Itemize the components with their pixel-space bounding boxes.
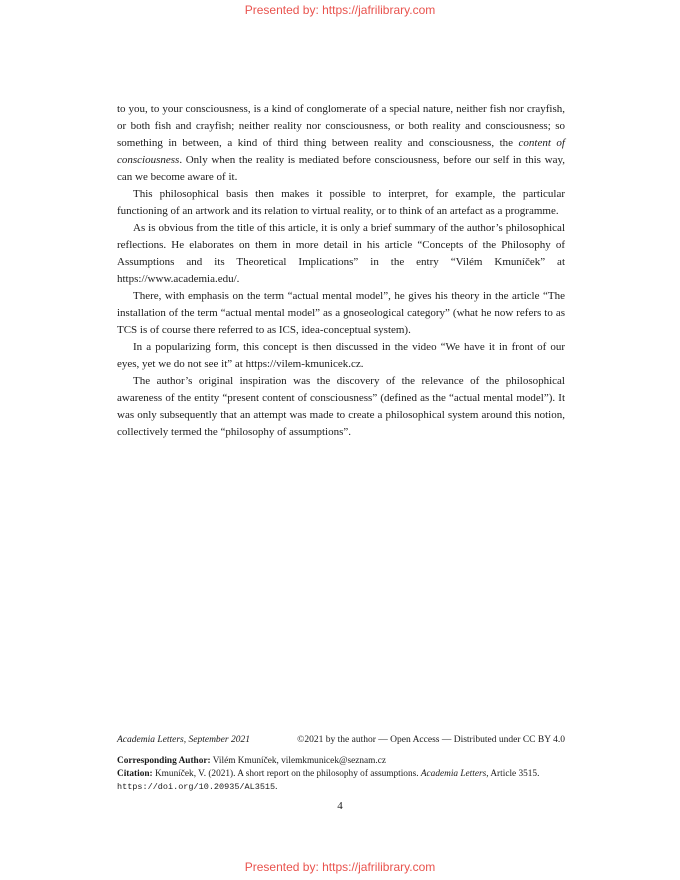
paragraph-6: The author’s original inspiration was the discovery of the relevance of the philosophical awareness of the entity “present content of consciousness” (defined as the “actual mental model”). It was only subsequently that an attempt was made to create a philosophical system around this notion, collectively termed the “philosophy of assumptions”.	[117, 375, 565, 438]
citation-article-number: , Article 3515.	[486, 769, 540, 779]
presented-by-footer: Presented by: https://jafrilibrary.com	[244, 860, 436, 874]
citation-label: Citation:	[117, 769, 153, 779]
article-body	[117, 101, 565, 441]
journal-line	[117, 734, 565, 746]
paragraph-1-italic-phrase: content of consciousness	[117, 137, 565, 166]
paragraph-5: In a popularizing form, this concept is then discussed in the video “We have it in front of our eyes, yet we do not see it” at https://vilem-kmunicek.cz.	[117, 341, 565, 370]
presented-by-header: Presented by: https://jafrilibrary.com	[244, 3, 436, 17]
paragraph-2: This philosophical basis then makes it possible to interpret, for example, the particular functioning of an artwork and its relation to virtual reality, or to think of an artefact as a programme.	[117, 188, 565, 217]
copyright-notice: ©2021 by the author — Open Access — Distributed under CC BY 4.0	[297, 735, 565, 745]
paragraph-3: As is obvious from the title of this article, it is only a brief summary of the author’s philosophical reflections. He elaborates on them in more detail in his article “Concepts of the Philosophy of Assumptions and its Theoretical Implications” in the entry “Vilém Kmuníček” at https://www.academia.edu/.	[117, 222, 565, 285]
citation-period: .	[275, 782, 278, 792]
page-number: 4	[337, 800, 343, 812]
corresponding-author-line	[117, 755, 565, 768]
paragraph-4: There, with emphasis on the term “actual mental model”, he gives his theory in the article “The installation of the term “actual mental model” as a gnoseological category” (what he now refers to as TCS is of course there referred to as ICS, idea-conceptual system).	[117, 290, 565, 336]
citation-text: Kmuníček, V. (2021). A short report on the philosophy of assumptions.	[154, 769, 421, 779]
paragraph-1-text: to you, to your consciousness, is a kind of conglomerate of a special nature, neither fish nor crayfish, or both fish and crayfish; neither reality nor consciousness, or both reality and consciousness; so something in between, a kind of third thing between reality and consciousness, the	[117, 103, 565, 149]
author-block	[117, 755, 565, 794]
paragraph-1	[117, 101, 565, 186]
citation-line	[117, 768, 565, 794]
page-footer	[117, 734, 565, 794]
corresponding-author-label: Corresponding Author:	[117, 756, 211, 766]
journal-name-date: Academia Letters, September 2021	[117, 735, 250, 745]
citation-journal-name: Academia Letters	[420, 769, 487, 779]
citation-doi: https://doi.org/10.20935/AL3515	[117, 782, 276, 792]
corresponding-author-value: Vilém Kmuníček, vilemkmunicek@seznam.cz	[212, 756, 386, 766]
paragraph-1-text-end: . Only when the reality is mediated before consciousness, before our self in this way, can we become aware of it.	[117, 154, 565, 183]
